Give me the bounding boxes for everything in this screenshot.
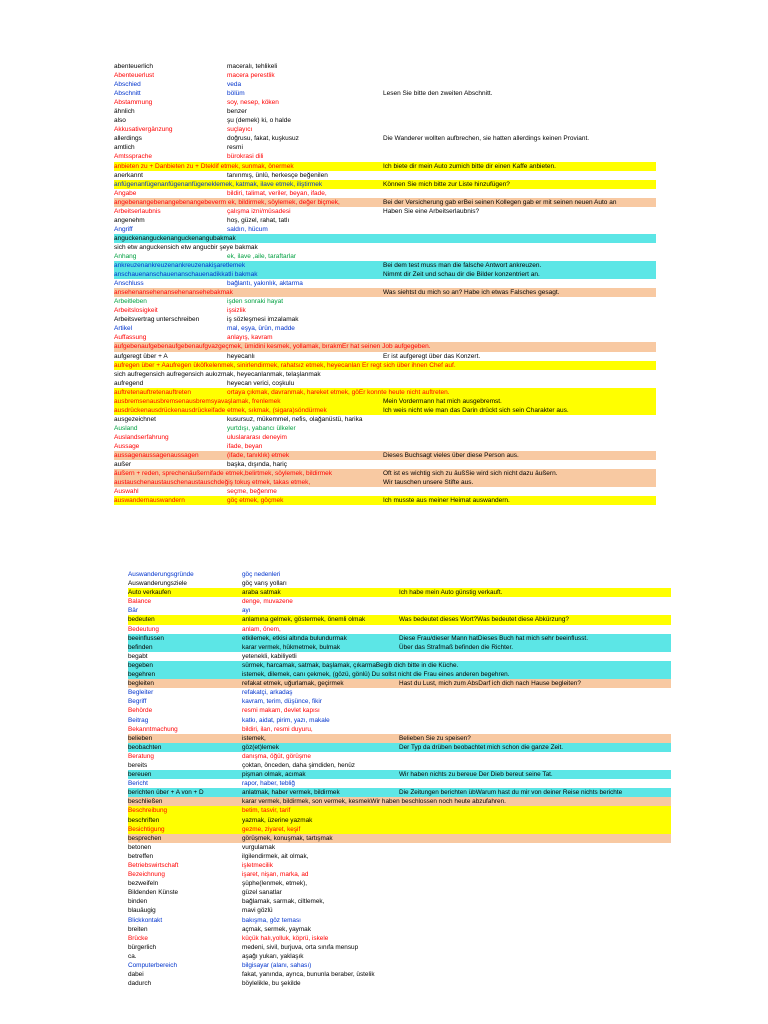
vocab-row <box>0 952 768 961</box>
example-sentence: Diese Frau/dieser Mann hatDieses Buch hat mich sehr beeinflusst. <box>399 634 588 642</box>
vocab-row <box>0 252 768 261</box>
german-term: ausgezeichnet <box>114 415 156 423</box>
turkish-translation: göç varış yolları <box>242 580 287 588</box>
vocab-sheet-top <box>0 62 768 505</box>
vocab-row <box>0 71 768 80</box>
vocab-row <box>0 843 768 852</box>
example-sentence: Der Typ da drüben beobachtet mich schon die ganze Zeit. <box>399 743 564 751</box>
vocab-row <box>0 652 768 661</box>
vocab-row <box>0 970 768 979</box>
vocab-row <box>0 697 768 706</box>
german-term: Abschnitt <box>114 90 141 98</box>
german-term: begehren <box>128 671 156 679</box>
vocab-row <box>0 189 768 198</box>
german-term: abenteuerlich <box>114 63 154 70</box>
vocab-row <box>0 352 768 361</box>
german-term: ausdrückenausdrückenausdrückeifade etmek, sıkmak, (sigara)söndürmek <box>114 406 327 414</box>
vocab-row <box>0 306 768 315</box>
turkish-translation: yurtdışı, yabancı ülkeler <box>227 424 296 432</box>
turkish-translation: resmi makam, devlet kapısı <box>242 707 320 715</box>
german-term: anguckenanguckenanguckenangubakmak <box>114 234 236 242</box>
vocab-row <box>114 451 656 460</box>
turkish-translation: şüphe(lenmek, etmek), <box>242 880 307 888</box>
turkish-translation: seçme, beğenme <box>227 488 277 496</box>
german-term: breiten <box>128 925 148 933</box>
vocab-row <box>114 261 656 270</box>
german-term: begeben <box>128 661 153 669</box>
turkish-translation: danışma, öğüt, görüşme <box>242 752 311 760</box>
vocab-row <box>0 98 768 107</box>
vocab-row <box>128 770 671 779</box>
german-term: Abschied <box>114 81 141 89</box>
vocab-row <box>0 906 768 915</box>
turkish-translation: aşağı yukarı, yaklaşık <box>242 952 304 960</box>
vocab-row <box>128 743 671 752</box>
turkish-translation: başka, dışında, hariç <box>227 461 287 469</box>
turkish-translation: anlam, önem, <box>242 625 281 633</box>
turkish-translation: rapor, haber, tebliğ <box>242 780 295 788</box>
german-term: ca. <box>128 952 137 960</box>
turkish-translation: suçlayıcı <box>227 126 253 134</box>
vocab-row <box>114 406 656 415</box>
vocab-row <box>0 570 768 579</box>
german-term: bereuen <box>128 771 152 779</box>
vocab-row <box>0 725 768 734</box>
vocab-row <box>0 424 768 433</box>
turkish-translation: ifade, beyan <box>227 442 263 450</box>
turkish-translation: doğrusu, fakat, kuşkusuz <box>227 135 299 143</box>
german-term: außer <box>114 461 131 469</box>
turkish-translation: bağlantı, yakınlık, aktarma <box>227 280 303 288</box>
turkish-translation: bildiri, talimat, veriler, beyan, ifade, <box>227 189 327 197</box>
vocab-row <box>114 496 656 505</box>
vocab-row <box>0 125 768 134</box>
turkish-translation: açmak, sermek, yaymak <box>242 925 311 933</box>
vocab-row <box>0 625 768 634</box>
turkish-translation: heyecanlı <box>227 352 255 360</box>
turkish-translation: macera perestlik <box>227 72 275 80</box>
vocab-row <box>0 852 768 861</box>
german-term: betreffen <box>128 852 154 860</box>
vocab-row <box>128 797 671 806</box>
german-term: Anschluss <box>114 280 144 288</box>
vocab-row <box>0 243 768 252</box>
turkish-translation: bildiri, ilan, resmi duyuru, <box>242 725 313 733</box>
vocab-row <box>114 270 656 279</box>
turkish-translation: işletmecilik <box>242 862 273 869</box>
german-term: bereits <box>128 761 148 769</box>
turkish-translation: denge, muvazene <box>242 598 293 606</box>
turkish-translation: görüşmek, konuşmak, tartışmak <box>242 834 333 842</box>
turkish-translation: hoş, güzel, rahat, tatlı <box>227 216 290 224</box>
vocab-row <box>0 442 768 451</box>
example-sentence: Ich musste aus meiner Heimat auswandern. <box>383 497 510 505</box>
vocab-row <box>0 716 768 725</box>
example-sentence: Mein Vordermann hat mich ausgebremst. <box>383 397 502 405</box>
vocab-row <box>0 487 768 496</box>
turkish-translation: istemek, dilemek, canı çekmek, (gözü, gönlü) Du sollst nicht die Frau eines anderen begehren. <box>242 671 510 679</box>
german-term: dadurch <box>128 980 152 988</box>
vocab-row <box>0 143 768 152</box>
vocab-row <box>0 897 768 906</box>
german-term: Amtssprache <box>114 153 152 161</box>
turkish-translation: uluslararası deneyim <box>227 433 287 441</box>
german-term: auswandernauswandern <box>114 497 185 505</box>
german-term: auftretenauftretenauftreten <box>114 388 191 396</box>
turkish-translation: saldırı, hücum <box>227 225 268 233</box>
german-term: anschauenanschauenanschauenadikkatli bakmak <box>114 271 258 279</box>
german-term: dabei <box>128 971 144 979</box>
example-sentence: Können Sie mich bitte zur Liste hinzufügen? <box>383 180 510 188</box>
example-sentence: Ich biete dir mein Auto zumich bitte dir einen Kaffe anbieten. <box>383 162 556 170</box>
turkish-translation: kavram, terim, düşünce, fikir <box>242 698 322 706</box>
example-sentence: Wir tauschen unsere Stifte aus. <box>383 479 474 487</box>
example-sentence: Er ist aufgeregt über das Konzert. <box>383 352 481 360</box>
vocab-row <box>114 397 656 406</box>
turkish-translation: fakat, yanında, ayrıca, bununla beraber, üstelik <box>242 971 375 979</box>
german-term: Arbeitserlaubnis <box>114 207 161 215</box>
example-sentence: Nimmt dir Zeit und schau dir die Bilder konzentriert an. <box>383 271 540 279</box>
turkish-translation: işaret, nişan, marka, ad <box>242 871 309 879</box>
vocab-row <box>0 961 768 970</box>
turkish-translation: (ifade, tanıklık) etmek <box>227 452 290 460</box>
german-term: Blickkontakt <box>128 916 163 924</box>
german-term: Beratung <box>128 752 154 760</box>
vocab-row <box>0 779 768 788</box>
example-sentence: Was siehtst du mich so an? Habe ich etwas Falsches gesagt. <box>383 289 560 297</box>
vocab-row <box>0 415 768 424</box>
german-term: Auto verkaufen <box>128 589 171 597</box>
vocab-row <box>0 333 768 342</box>
turkish-translation: göç nedenleri <box>242 571 281 578</box>
german-term: ausbremsenausbremsenausbremsyavaşlamak, frenlemek <box>114 397 281 405</box>
german-term: Arbeitsvertrag unterschreiben <box>114 316 200 324</box>
vocab-row <box>0 324 768 333</box>
german-term: Computerbereich <box>128 962 178 970</box>
vocab-row <box>0 888 768 897</box>
turkish-translation: anlatmak, haber vermek, bildirmek <box>242 789 340 797</box>
german-term: Artikel <box>114 325 133 333</box>
german-term: Abstammung <box>114 99 153 107</box>
vocab-row <box>128 634 671 643</box>
turkish-translation: pişman olmak, acımak <box>242 771 306 779</box>
vocab-row <box>0 870 768 879</box>
vocab-row <box>0 943 768 952</box>
german-term: austauschenaustauschenaustauschdeğiş tokuş etmek, takas etmek, <box>114 479 311 487</box>
german-term: bezweifeln <box>128 880 159 888</box>
vocab-row <box>0 688 768 697</box>
german-term: Bericht <box>128 780 148 788</box>
german-term: Besichtigung <box>128 825 165 833</box>
turkish-translation: göç etmek, göçmek <box>227 497 284 505</box>
german-term: sich etw anguckensich etw angucbir şeye bakmak <box>114 243 258 251</box>
german-term: anerkannt <box>114 171 143 179</box>
turkish-translation: bilgisayar (alanı, sahası) <box>242 962 312 970</box>
german-term: angenehm <box>114 216 145 224</box>
vocab-row <box>0 916 768 925</box>
german-term: anbieten zu + Danbieten zu + Dteklif etmek, sunmak, önermek <box>114 162 294 170</box>
example-sentence: Die Zeitungen berichten übWarum hast du mir von deiner Reise nichts berichte <box>399 789 623 797</box>
turkish-translation: istemek, <box>242 734 266 742</box>
vocab-row <box>0 597 768 606</box>
example-sentence: Was bedeutet dieses Wort?Was bedeutet diese Abkürzung? <box>399 616 569 624</box>
vocab-row <box>114 180 656 189</box>
vocab-row <box>0 134 768 143</box>
turkish-translation: mavi gözlü <box>242 907 273 915</box>
vocab-row <box>0 460 768 469</box>
german-term: bedeuten <box>128 616 155 624</box>
example-sentence: Bei dem test muss man die falsche Antwort ankreuzen. <box>383 262 542 270</box>
vocab-row <box>114 234 656 243</box>
turkish-translation: bölüm <box>227 90 245 98</box>
vocab-row <box>0 315 768 324</box>
turkish-translation: ilgilendirmek, ait olmak, <box>242 852 309 860</box>
german-term: Auswanderungsziele <box>128 580 187 588</box>
example-sentence: Dieses Buchsagt vieles über diese Person aus. <box>383 452 519 460</box>
turkish-translation: medeni, sivil, burjuva, orta sınıfa mensup <box>242 943 359 951</box>
german-term: Brücke <box>128 934 148 942</box>
vocab-row <box>0 89 768 98</box>
turkish-translation: böylelikle, bu şekilde <box>242 980 301 988</box>
german-term: Arbeitslosigkeit <box>114 307 158 315</box>
german-term: Bildenden Künste <box>128 889 179 897</box>
turkish-translation: karar vermek, hükmetmek, bulmak <box>242 643 341 651</box>
german-term: ansehenansehenansehenansehebakmak <box>114 289 233 297</box>
german-term: Beitrag <box>128 716 149 724</box>
vocab-row <box>128 679 671 688</box>
turkish-translation: işsizlik <box>227 307 246 315</box>
turkish-translation: ek, ilave ,aile, taraftarlar <box>227 252 297 260</box>
german-term: Ausland <box>114 424 138 432</box>
german-term: Bedeutung <box>128 625 159 633</box>
german-term: bürgerlich <box>128 943 157 951</box>
vocab-row <box>128 806 671 815</box>
turkish-translation: mal, eşya, ürün, madde <box>227 325 295 333</box>
vocab-row <box>0 171 768 180</box>
turkish-translation: anlayış, kavram <box>227 334 273 342</box>
vocab-row <box>0 433 768 442</box>
vocab-row <box>114 388 656 397</box>
vocab-row <box>128 643 671 652</box>
example-sentence: Wir haben nichts zu bereue Der Dieb bereut seine Tat. <box>399 771 553 779</box>
german-term: beschließen <box>128 798 163 806</box>
german-term: Bezeichnung <box>128 871 165 879</box>
example-sentence: Bei der Versicherung gab erBei seinen Kollegen gab er mit seinen neuen Auto an <box>383 198 617 206</box>
vocab-row <box>0 152 768 161</box>
turkish-translation: ayı <box>242 607 251 615</box>
german-term: betonen <box>128 843 152 851</box>
german-term: Anhang <box>114 252 137 260</box>
vocab-row <box>0 279 768 288</box>
vocab-row <box>0 861 768 870</box>
vocab-row <box>128 670 671 679</box>
german-term: beobachten <box>128 743 162 751</box>
turkish-translation: bağlamak, sarmak, ciltlemek, <box>242 898 325 906</box>
vocab-row <box>114 469 656 478</box>
turkish-translation: refakat etmek, uğurlamak, geçirmek <box>242 680 344 688</box>
german-term: Akkusativergänzung <box>114 126 173 134</box>
vocab-row <box>0 606 768 615</box>
turkish-translation: ortaya çıkmak, davranmak, hareket etmek, göEr konnte heute nicht auftreten. <box>227 388 450 396</box>
vocab-row <box>0 216 768 225</box>
german-term: Bekanntmachung <box>128 725 178 733</box>
vocab-row <box>0 879 768 888</box>
german-term: begleiten <box>128 680 154 688</box>
turkish-translation: göz(et)lemek <box>242 743 279 751</box>
vocab-row <box>0 706 768 715</box>
turkish-translation: karar vermek, bildirmek, son vermek, kesmekWir haben beschlossen noch heute abzufahren. <box>242 798 506 806</box>
german-term: besprechen <box>128 834 162 842</box>
example-sentence: Hast du Lust, mich zum AbsDarf ich dich nach Hause begleiten? <box>399 680 581 688</box>
german-term: Auffassung <box>114 334 147 342</box>
example-sentence: Über das Strafmaß befinden die Richter. <box>399 643 514 651</box>
german-term: berichten über + A von + D <box>128 789 204 797</box>
turkish-translation: bürokrasi dili <box>227 153 264 161</box>
turkish-translation: resmi <box>227 144 243 152</box>
vocab-row <box>0 579 768 588</box>
german-term: aussagenaussagenaussagen <box>114 452 199 460</box>
german-term: Abenteuerlust <box>114 72 155 80</box>
vocab-row <box>0 925 768 934</box>
german-term: Auswahl <box>114 488 139 496</box>
example-sentence: Ich habe mein Auto günstig verkauft. <box>399 589 503 597</box>
vocab-row <box>114 342 656 351</box>
vocab-row <box>0 225 768 234</box>
german-term: blauäugig <box>128 907 156 915</box>
vocab-row <box>0 297 768 306</box>
german-term: äußern + reden, sprechenäußernifade etmek,belirtmek, söylemek, bildirmek <box>114 470 333 478</box>
vocab-row <box>128 788 671 797</box>
german-term: aufregend <box>114 379 144 387</box>
turkish-translation: tanınmış, ünlü, herkesçe beğenilen <box>227 171 328 179</box>
german-term: amtlich <box>114 144 135 152</box>
vocab-row <box>128 825 671 834</box>
german-term: ähnlich <box>114 108 135 116</box>
german-term: also <box>114 117 126 125</box>
german-term: Bär <box>128 607 138 615</box>
turkish-translation: veda <box>227 81 242 89</box>
turkish-translation: benzer <box>227 108 247 116</box>
turkish-translation: sürmek, harcamak, satmak, başlamak, çıkarmaBegib dich bitte in die Küche. <box>242 661 459 669</box>
turkish-translation: iş sözleşmesi imzalamak <box>227 316 299 324</box>
turkish-translation: güzel sanatlar <box>242 889 282 897</box>
german-term: aufgebenaufgebenaufgebenaufgvazgeçmek, ümidini kesmek, yollamak, bırakmEr hat seinen Job aufgegeben. <box>114 343 431 351</box>
vocab-row <box>128 816 671 825</box>
vocab-row <box>0 62 768 71</box>
vocab-row <box>0 761 768 770</box>
vocab-row <box>114 198 656 207</box>
turkish-translation: çoktan, önceden, daha şimdiden, henüz <box>242 761 355 769</box>
example-sentence: Haben Sie eine Arbeitserlaubnis? <box>383 207 480 215</box>
turkish-translation: bakışma, göz teması <box>242 916 301 924</box>
turkish-translation: çalışma izni/müsadesi <box>227 207 291 215</box>
turkish-translation: maceralı, tehlikeli <box>227 63 278 70</box>
vocab-row <box>0 370 768 379</box>
vocab-row <box>0 934 768 943</box>
turkish-translation: kusursuz, mükemmel, nefis, olağanüstü, harika <box>227 415 363 423</box>
german-term: belieben <box>128 734 153 742</box>
vocab-row <box>128 834 671 843</box>
german-term: Auslandserfahrung <box>114 433 169 441</box>
vocab-row <box>114 162 656 171</box>
vocab-sheet-bottom <box>0 570 768 988</box>
german-term: sich aufregensich aufregensich aukızmak, heyecanlanmak, telaşlanmak <box>114 370 321 378</box>
german-term: angebenangebenangebenangebeverm ek, bildirmek, söylemek, değer biçmek, <box>114 198 340 206</box>
turkish-translation: işden sonraki hayat <box>227 298 284 306</box>
example-sentence: Lesen Sie bitte den zweiten Abschnitt. <box>383 90 493 98</box>
vocab-row <box>0 979 768 988</box>
german-term: Balance <box>128 598 152 606</box>
turkish-translation: etkilemek, etkisi altında bulundurmak <box>242 634 347 642</box>
example-sentence: Die Wanderer wollten aufbrechen, sie hatten allerdings keinen Proviant. <box>383 135 590 143</box>
vocab-row <box>0 107 768 116</box>
turkish-translation: vurgulamak <box>242 843 276 851</box>
german-term: aufgeregt über + A <box>114 352 168 360</box>
turkish-translation: yetenekli, kabiliyetli <box>242 652 297 660</box>
turkish-translation: gezme, ziyaret, keşif <box>242 825 301 833</box>
german-term: Arbeitleben <box>114 298 147 306</box>
german-term: Angabe <box>114 189 137 197</box>
turkish-translation: heyecan verici, coşkulu <box>227 379 295 387</box>
german-term: Aussage <box>114 442 140 450</box>
example-sentence: Belieben Sie zu speisen? <box>399 734 471 742</box>
vocab-row <box>128 734 671 743</box>
vocab-row <box>0 752 768 761</box>
vocab-row <box>128 588 671 597</box>
vocab-row <box>0 207 768 216</box>
vocab-row <box>0 379 768 388</box>
german-term: anfügenanfügenanfügenanfügeneklemek, katmak, ilave etmek, iliştirmek <box>114 180 323 188</box>
vocab-row <box>114 478 656 487</box>
vocab-row <box>114 288 656 297</box>
example-sentence: Ich weis nicht wie man das Darin drückt sich sein Charakter aus. <box>383 406 569 414</box>
vocab-row <box>114 361 656 370</box>
turkish-translation: küçük halı,yolluk, köprü, iskele <box>242 934 329 942</box>
german-term: Behörde <box>128 707 153 715</box>
german-term: begabt <box>128 652 148 660</box>
german-term: binden <box>128 898 148 906</box>
german-term: befinden <box>128 643 153 651</box>
turkish-translation: katkı, aidat, pirim, yazı, makale <box>242 716 330 724</box>
german-term: Betriebswirtschaft <box>128 862 179 869</box>
vocab-row <box>128 615 671 624</box>
turkish-translation: şu (demek) ki, o halde <box>227 117 291 125</box>
german-term: Angriff <box>114 225 133 233</box>
turkish-translation: soy, nesep, köken <box>227 99 279 107</box>
example-sentence: Oft ist es wichtig sich zu äußSie wird sich nicht dazu äußern. <box>383 470 558 478</box>
german-term: beschriften <box>128 816 160 824</box>
german-term: Begriff <box>128 698 147 706</box>
vocab-row <box>0 80 768 89</box>
german-term: beeinflussen <box>128 634 164 642</box>
turkish-translation: anlamına gelmek, göstermek, önemli olmak <box>242 616 366 624</box>
german-term: Beschreibung <box>128 807 168 815</box>
german-term: Begleiter <box>128 689 154 697</box>
turkish-translation: betim, tasvir, tarif <box>242 807 291 815</box>
german-term: Auswanderungsgründe <box>128 571 194 578</box>
vocab-row <box>128 661 671 670</box>
vocab-row <box>0 116 768 125</box>
turkish-translation: yazmak, üzerine yazmak <box>242 816 313 824</box>
german-term: aufregen über + Aaufregen üköfkelenmek, sinirlendirmek, rahatsız etmek, heyecanlan Er regt sich über ihnen Chef auf. <box>114 361 456 369</box>
turkish-translation: araba satmak <box>242 589 281 597</box>
german-term: allerdings <box>114 135 142 143</box>
german-term: ankreuzenankreuzenankreuzenakişaretlemek <box>114 262 246 270</box>
turkish-translation: refakatçi, arkadaş <box>242 689 293 697</box>
